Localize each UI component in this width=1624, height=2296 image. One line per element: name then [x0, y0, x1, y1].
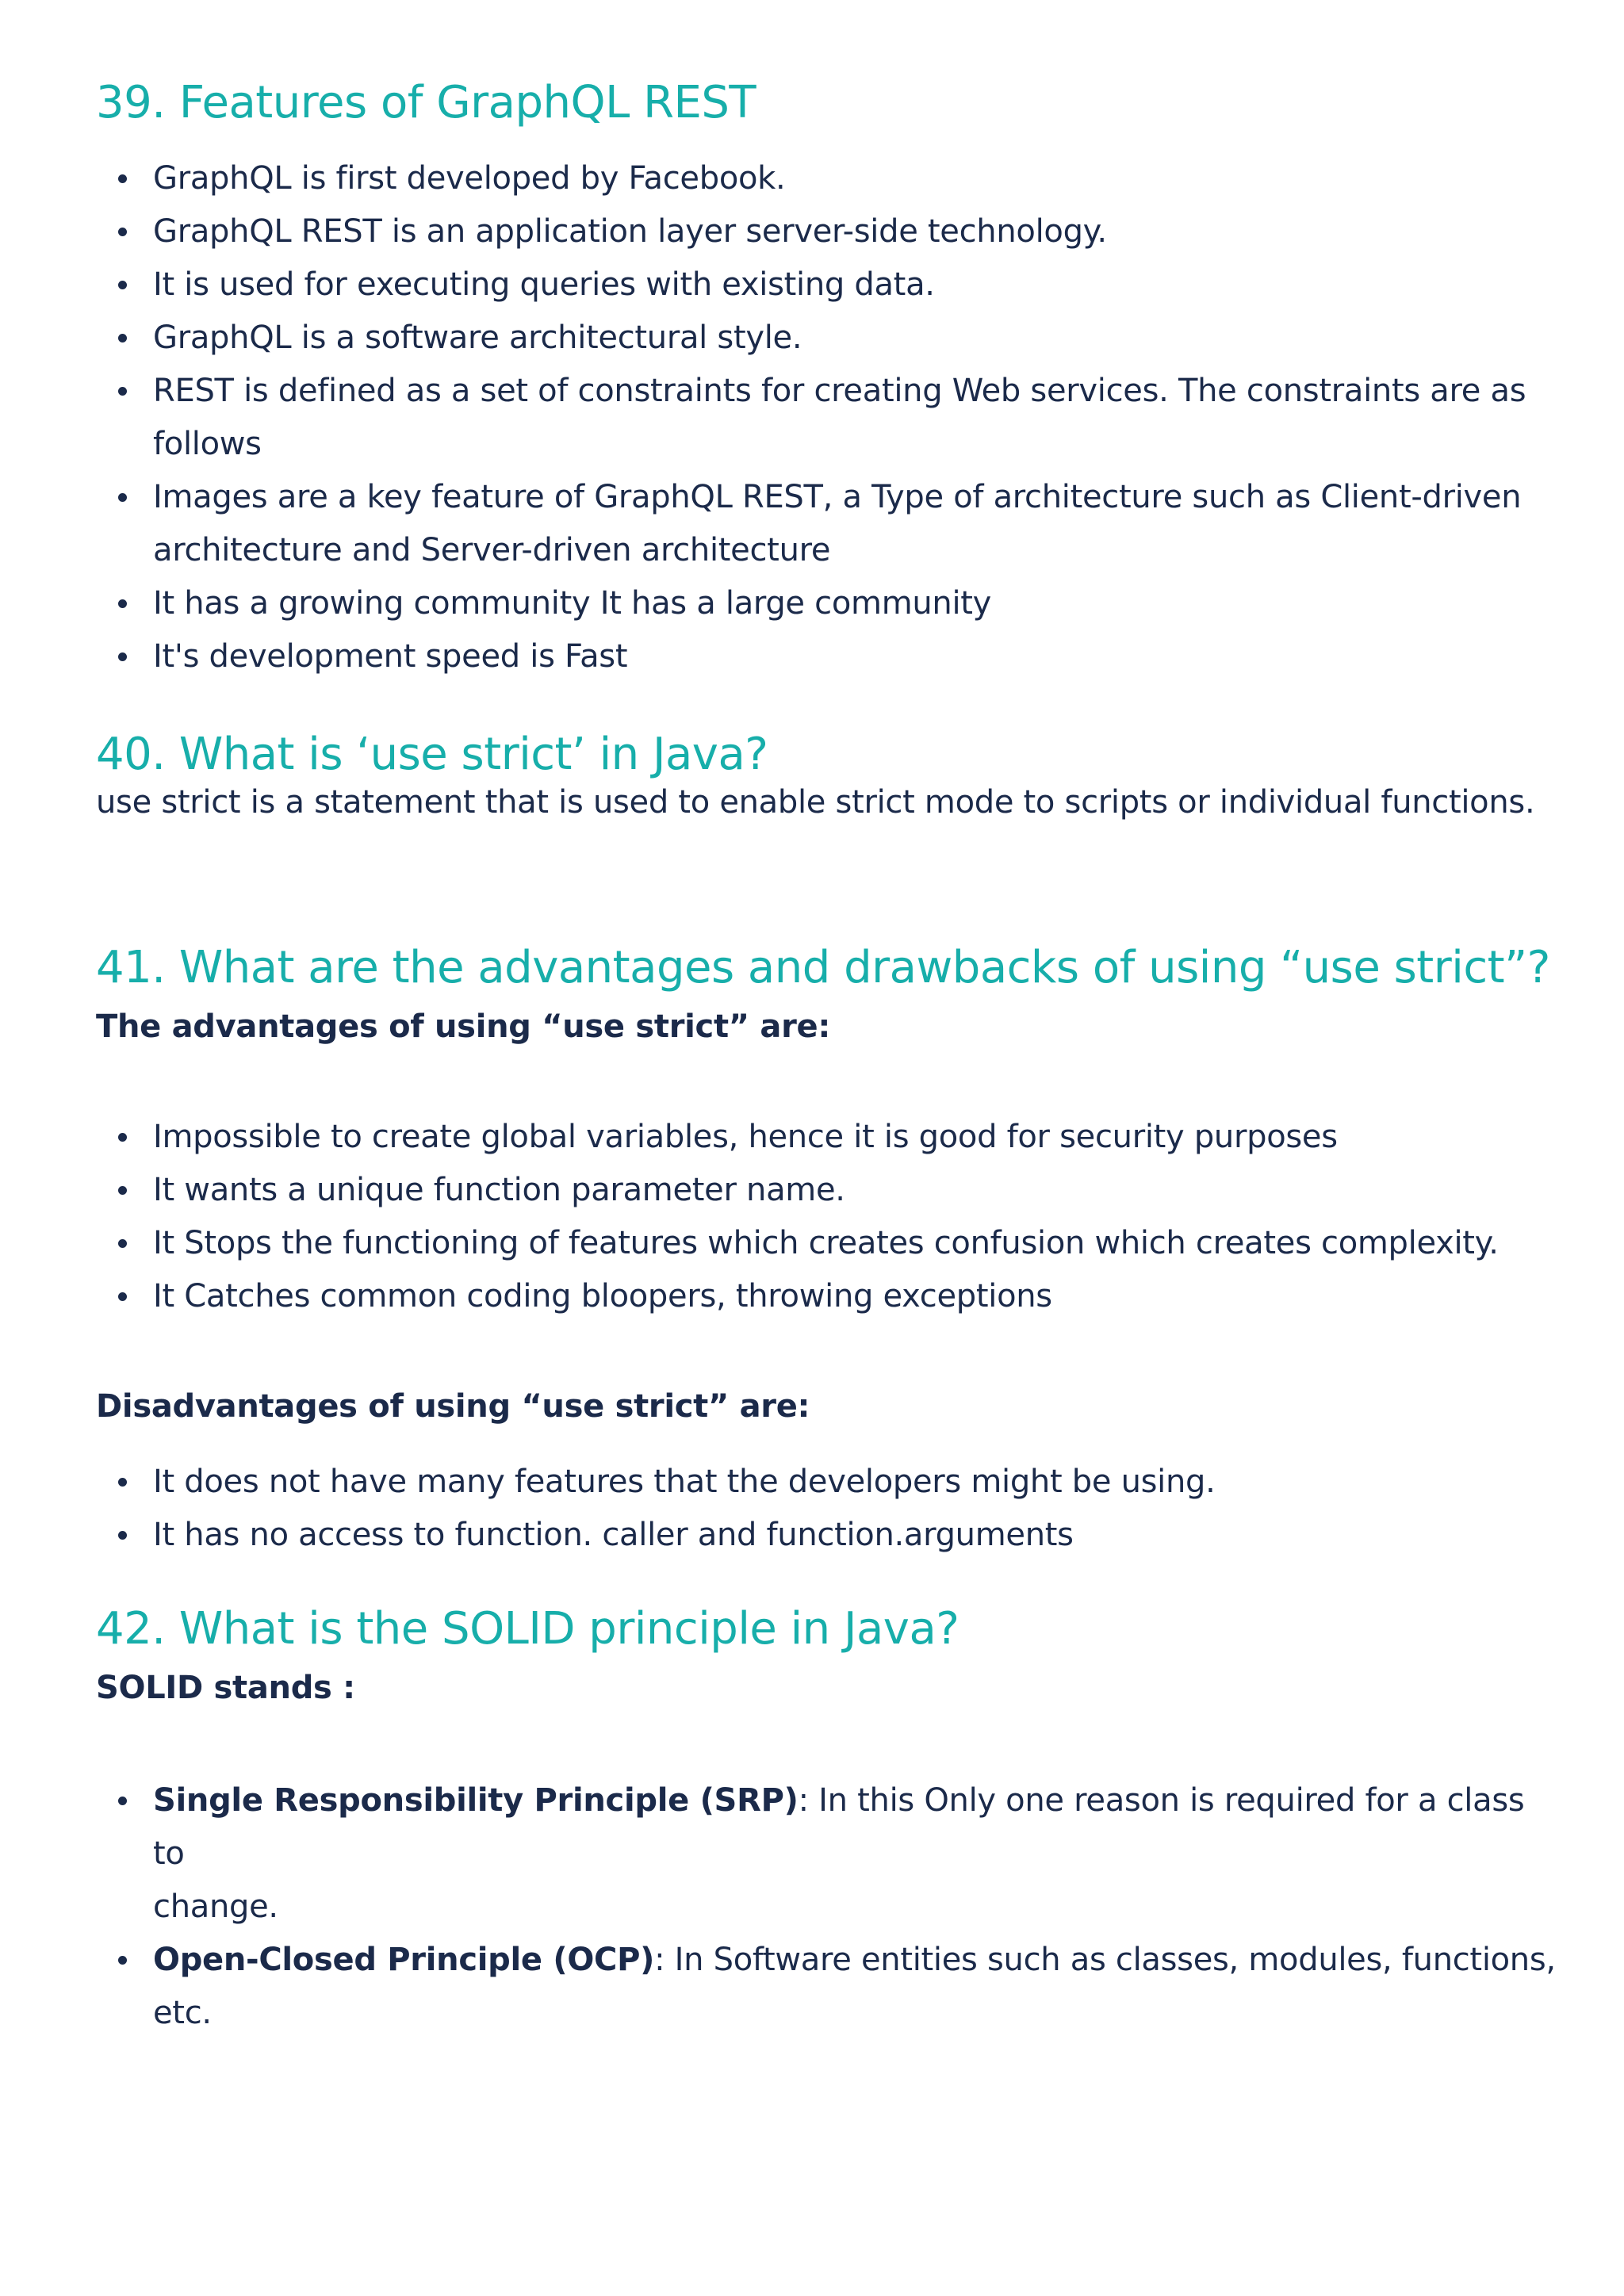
bullet-icon [118, 1292, 127, 1301]
list-item: GraphQL is a software architectural style. [96, 312, 1563, 365]
list-item: It Catches common coding bloopers, throwing exceptions [96, 1270, 1563, 1323]
bullet-icon [118, 652, 127, 661]
disadvantages-heading: Disadvantages of using “use strict” are: [96, 1388, 810, 1425]
bullet-icon [118, 228, 127, 236]
section-41-title: 41. What are the advantages and drawbacks of using “use strict”? [96, 942, 1550, 993]
list-item: Open-Closed Principle (OCP): In Software entities such as classes, modules, functions, etc. [96, 1934, 1563, 2040]
solid-heading: SOLID stands : [96, 1670, 355, 1706]
list-item: Images are a key feature of GraphQL REST, a Type of architecture such as Client-driven architecture and Server-driven architecture [96, 471, 1563, 577]
list-item: GraphQL REST is an application layer server-side technology. [96, 205, 1563, 258]
principle-term: Single Responsibility Principle (SRP) [153, 1782, 799, 1819]
bullet-icon [118, 1239, 127, 1248]
bullet-icon [118, 281, 127, 289]
bullet-icon [118, 334, 127, 342]
list-item: It wants a unique function parameter name. [96, 1164, 1563, 1217]
bullet-icon [118, 1478, 127, 1487]
bullet-icon [118, 1531, 127, 1540]
solid-list [96, 1774, 1563, 2040]
bullet-icon [118, 1133, 127, 1142]
principle-term: Open-Closed Principle (OCP) [153, 1942, 655, 1978]
list-item: It has a growing community It has a large community [96, 577, 1563, 630]
section-39-list [96, 152, 1563, 683]
list-item: It does not have many features that the developers might be using. [96, 1456, 1563, 1509]
document-page [96, 75, 1563, 2040]
bullet-icon [118, 599, 127, 608]
section-40-title: 40. What is ‘use strict’ in Java? [96, 729, 768, 780]
section-40-text: use strict is a statement that is used to enable strict mode to scripts or individual functions. [96, 784, 1535, 821]
advantages-heading: The advantages of using “use strict” are: [96, 1008, 831, 1045]
list-item: Single Responsibility Principle (SRP): In this Only one reason is required for a class to change. [96, 1774, 1563, 1934]
bullet-icon [118, 1186, 127, 1195]
list-item: It is used for executing queries with existing data. [96, 258, 1563, 312]
advantages-list [96, 1111, 1563, 1323]
list-item: It has no access to function. caller and function.arguments [96, 1509, 1563, 1562]
bullet-icon [118, 493, 127, 502]
list-item: It's development speed is Fast [96, 630, 1563, 683]
bullet-icon [118, 1797, 127, 1805]
list-item: REST is defined as a set of constraints for creating Web services. The constraints are as follows [96, 365, 1563, 471]
disadvantages-list [96, 1456, 1563, 1562]
list-item: GraphQL is first developed by Facebook. [96, 152, 1563, 205]
bullet-icon [118, 174, 127, 183]
bullet-icon [118, 387, 127, 396]
section-42-title: 42. What is the SOLID principle in Java? [96, 1603, 959, 1655]
section-39-title: 39. Features of GraphQL REST [96, 77, 756, 128]
bullet-icon [118, 1956, 127, 1965]
list-item: Impossible to create global variables, hence it is good for security purposes [96, 1111, 1563, 1164]
list-item: It Stops the functioning of features which creates confusion which creates complexity. [96, 1217, 1563, 1270]
